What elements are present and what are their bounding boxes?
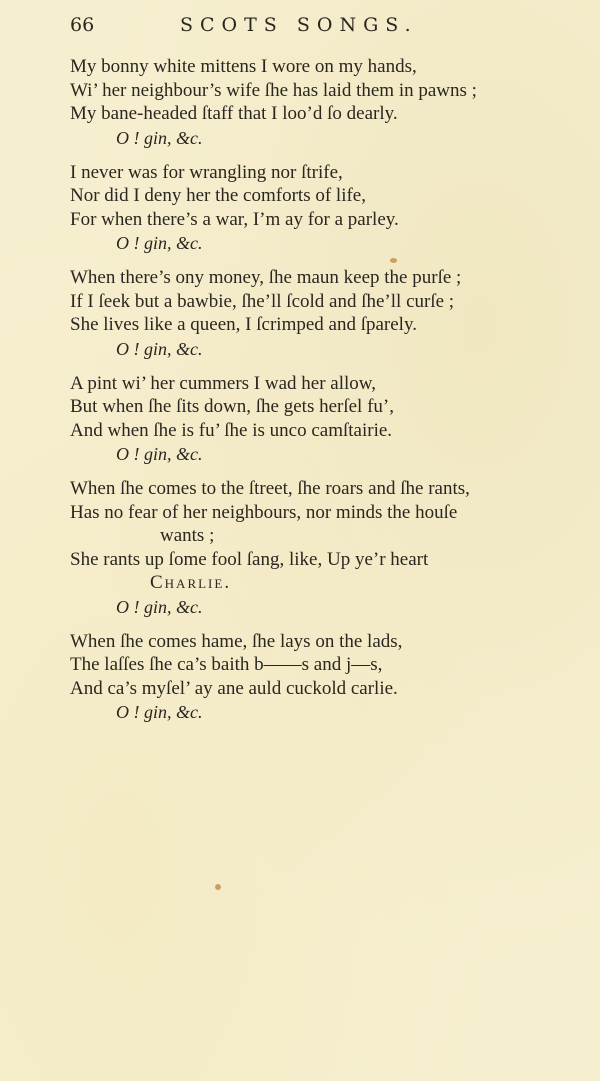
song-text [70, 55, 595, 735]
stanza-6 [70, 630, 595, 726]
page-header [70, 14, 590, 44]
verse-line-turnover: wants ; [160, 525, 215, 546]
verse-line: She lives like a queen, I ſcrimped and ſparely. [70, 314, 417, 335]
verse-line: When there’s ony money, ſhe maun keep the purſe ; [70, 267, 462, 288]
verse-line: My bane-headed ſtaff that I loo’d ſo dearly. [70, 103, 398, 124]
refrain: O ! gin, &c. [116, 444, 203, 464]
verse-line: The laſſes ſhe ca’s baith b——s and j—s, [70, 654, 383, 675]
verse-line: If I ſeek but a bawbie, ſhe’ll ſcold and ſhe’ll curſe ; [70, 290, 455, 312]
refrain: O ! gin, &c. [116, 702, 203, 722]
verse-line: She rants up ſome fool ſang, like, Up ye’r heart [70, 548, 429, 570]
verse-line: Nor did I deny her the comforts of life, [70, 185, 366, 206]
stanza-5 [70, 477, 595, 620]
verse-line: Wi’ her neighbour’s wife ſhe has laid them in pawns ; [70, 79, 477, 101]
verse-line: When ſhe comes to the ſtreet, ſhe roars and ſhe rants, [70, 478, 470, 499]
refrain: O ! gin, &c. [116, 233, 203, 253]
verse-line-turnover: Charlie. [150, 572, 232, 593]
verse-line: A pint wi’ her cummers I wad her allow, [70, 372, 377, 394]
running-title: SCOTS SONGS. [180, 14, 418, 36]
verse-line: And when ſhe is fu’ ſhe is unco camſtairie. [70, 419, 393, 441]
verse-line: Has no fear of her neighbours, nor minds the houſe [70, 501, 458, 523]
refrain: O ! gin, &c. [116, 338, 203, 359]
stanza-3 [70, 266, 595, 362]
verse-line: For when there’s a war, I’m ay for a parley. [70, 208, 399, 230]
paper-stain [390, 258, 397, 263]
refrain: O ! gin, &c. [116, 127, 203, 148]
page-number: 66 [70, 14, 95, 36]
stanza-4 [70, 372, 595, 468]
verse-line: But when ſhe ſits down, ſhe gets herſel fu’, [70, 396, 394, 417]
verse-line: My bonny white mittens I wore on my hands, [70, 56, 417, 77]
verse-line: When ſhe comes hame, ſhe lays on the lads, [70, 630, 403, 652]
stanza-2 [70, 161, 595, 257]
paper-stain [215, 884, 221, 890]
verse-line: And ca’s myſel’ ay ane auld cuckold carlie. [70, 677, 398, 699]
stanza-1 [70, 55, 595, 151]
refrain: O ! gin, &c. [116, 596, 203, 617]
verse-line: I never was for wrangling nor ſtrife, [70, 161, 343, 183]
